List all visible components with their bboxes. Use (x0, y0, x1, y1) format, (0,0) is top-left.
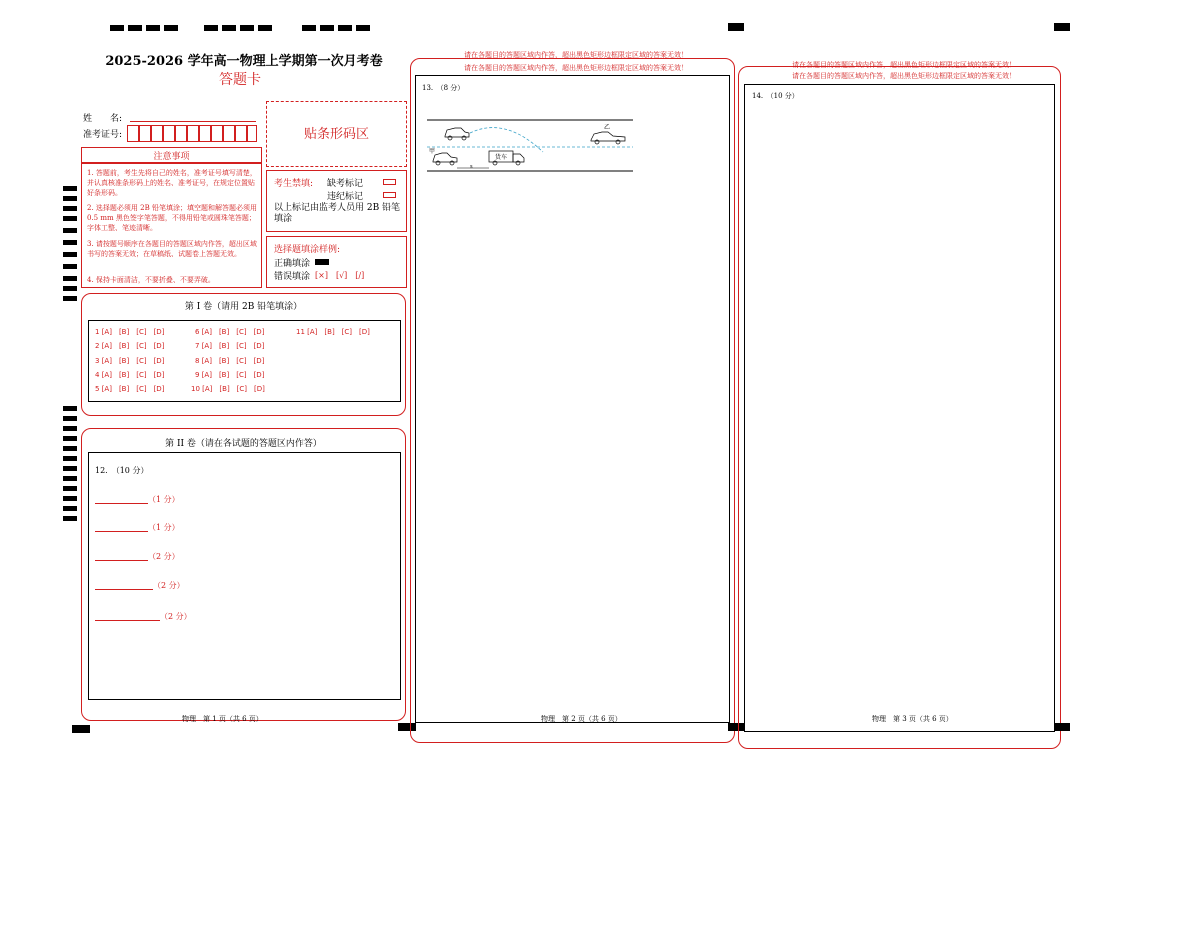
mc-options[interactable]: [A] [B] [C] [D] (101, 371, 165, 379)
notice-3: 3. 请按题号顺序在各题目的答题区域内作答，超出区域书写的答案无效；在草稿纸、试题卷上答题无效。 (87, 240, 257, 258)
correct-fill-mark (315, 259, 329, 265)
section1-title: 第 I 卷（请用 2B 铅笔填涂） (184, 302, 303, 312)
notice-header: 注意事项 (153, 152, 190, 162)
mc-row[interactable] (95, 370, 164, 380)
page3-warning-2: 请在各题目的答题区域内作答，超出黑色矩形边框限定区域的答案无效！ (792, 72, 1016, 80)
name-label: 姓 名: (83, 114, 123, 124)
prohibit-label: 考生禁填: (274, 179, 314, 189)
mc-options[interactable]: [A] [B] [C] [D] (201, 357, 265, 365)
mc-q-number: 5 (95, 385, 100, 393)
absent-box[interactable] (383, 179, 396, 185)
q12-score-3: （2 分） (148, 552, 180, 561)
exam-title: 2025-2026 学年高一物理上学期第一次月考卷 (105, 54, 383, 69)
q14-answer-area[interactable] (744, 84, 1055, 732)
section2-title: 第 II 卷（请在各试题的答题区内作答） (165, 439, 322, 449)
q12-blank-5[interactable] (95, 620, 160, 621)
mc-row[interactable] (195, 356, 264, 366)
car-upper-left (445, 128, 469, 140)
mc-row[interactable] (195, 327, 264, 337)
mc-row[interactable] (195, 370, 264, 380)
wrong-fill-marks: [×] [√] [/] (315, 271, 365, 280)
page1-footer: 物理 第 1 页（共 6 页） (182, 715, 263, 723)
mc-options[interactable]: [A] [B] [C] [D] (201, 328, 265, 336)
mc-q-number: 6 (195, 328, 200, 336)
page2-warning-2: 请在各题目的答题区域内作答，超出黑色矩形边框限定区域的答案无效！ (464, 64, 688, 72)
mc-q-number: 4 (95, 371, 100, 379)
notice-4: 4. 保持卡面清洁，不要折叠、不要弄破。 (87, 276, 215, 284)
label-yi: 乙 (604, 124, 611, 131)
mc-options[interactable]: [A] [B] [C] [D] (101, 357, 165, 365)
car-jia (433, 153, 457, 165)
violation-label: 违纪标记 (327, 192, 364, 202)
q12-blank-1[interactable] (95, 503, 148, 504)
card-title: 答题卡 (219, 72, 261, 88)
q12-score-1: （1 分） (148, 495, 180, 504)
page3-corner-mark (1054, 723, 1070, 731)
mc-options[interactable]: [A] [B] [C] [D] (101, 385, 165, 393)
q12-score-2: （1 分） (148, 523, 180, 532)
q12-score-4: （2 分） (153, 581, 185, 590)
mc-q-number: 10 (191, 385, 200, 393)
mc-options[interactable]: [A] [B] [C] [D] (201, 342, 265, 350)
prohibit-note: 以上标记由监考人员用 2B 铅笔填涂 (274, 203, 401, 224)
mc-row[interactable] (191, 384, 265, 394)
mc-options[interactable]: [A] [B] [C] [D] (202, 385, 265, 393)
page2-warning-1: 请在各题目的答题区域内作答，超出黑色矩形边框限定区域的答案无效！ (464, 51, 688, 59)
page3-warning-1: 请在各题目的答题区域内作答，超出黑色矩形边框限定区域的答案无效！ (792, 61, 1016, 69)
mc-q-number: 7 (195, 342, 200, 350)
page3-footer: 物理 第 3 页（共 6 页） (872, 715, 953, 723)
id-label: 准考证号: (83, 130, 123, 140)
q12-blank-2[interactable] (95, 531, 148, 532)
correct-fill-label: 正确填涂 (274, 259, 311, 269)
mc-options[interactable]: [A] [B] [C] [D] (201, 371, 265, 379)
mc-q-number: 8 (195, 357, 200, 365)
label-s: s (470, 164, 473, 170)
mc-row[interactable] (95, 384, 164, 394)
q12-answer-area[interactable] (88, 452, 401, 700)
mc-row[interactable] (296, 327, 370, 337)
name-field[interactable] (130, 121, 256, 122)
mc-row[interactable] (95, 327, 164, 337)
q13-label: 13. （8 分） (422, 84, 465, 92)
car-yi (591, 132, 625, 144)
mc-q-number: 1 (95, 328, 100, 336)
overtake-path (470, 128, 543, 152)
q12-score-5: （2 分） (160, 612, 192, 621)
wrong-fill-label: 错误填涂 (274, 272, 311, 282)
mc-q-number: 9 (195, 371, 200, 379)
absent-label: 缺考标记 (327, 179, 364, 189)
page2-footer: 物理 第 2 页（共 6 页） (541, 715, 622, 723)
q13-diagram (425, 112, 637, 174)
mc-q-number: 11 (296, 328, 305, 336)
mc-row[interactable] (95, 356, 164, 366)
mc-options[interactable]: [A] [B] [C] [D] (101, 342, 165, 350)
q12-blank-3[interactable] (95, 560, 148, 561)
mc-q-number: 3 (95, 357, 100, 365)
barcode-label: 贴条形码区 (303, 127, 369, 142)
mc-options[interactable]: [A] [B] [C] [D] (307, 328, 370, 336)
q12-label: 12. （10 分） (95, 466, 149, 475)
notice-1: 1. 答题前，考生先将自己的姓名，准考证号填写清楚，并认真核准条形码上的姓名、准考证号，在规定位置贴好条形码。 (87, 169, 257, 197)
q12-blank-4[interactable] (95, 589, 153, 590)
mc-row[interactable] (195, 341, 264, 351)
fill-sample-title: 选择题填涂样例: (274, 245, 341, 255)
mc-options[interactable]: [A] [B] [C] [D] (101, 328, 165, 336)
mc-row[interactable] (95, 341, 164, 351)
violation-box[interactable] (383, 192, 396, 198)
notice-2: 2. 选择题必须用 2B 铅笔填涂；填空题和解答题必须用 0.5 mm 黑色签字笔答题，不得用铅笔或圆珠笔答题；字体工整、笔迹清晰。 (87, 204, 257, 232)
mc-q-number: 2 (95, 342, 100, 350)
label-truck: 货车 (495, 154, 508, 161)
q14-label: 14. （10 分） (752, 92, 799, 100)
page1-corner-mark (72, 725, 90, 733)
label-jia: 甲 (429, 148, 436, 155)
